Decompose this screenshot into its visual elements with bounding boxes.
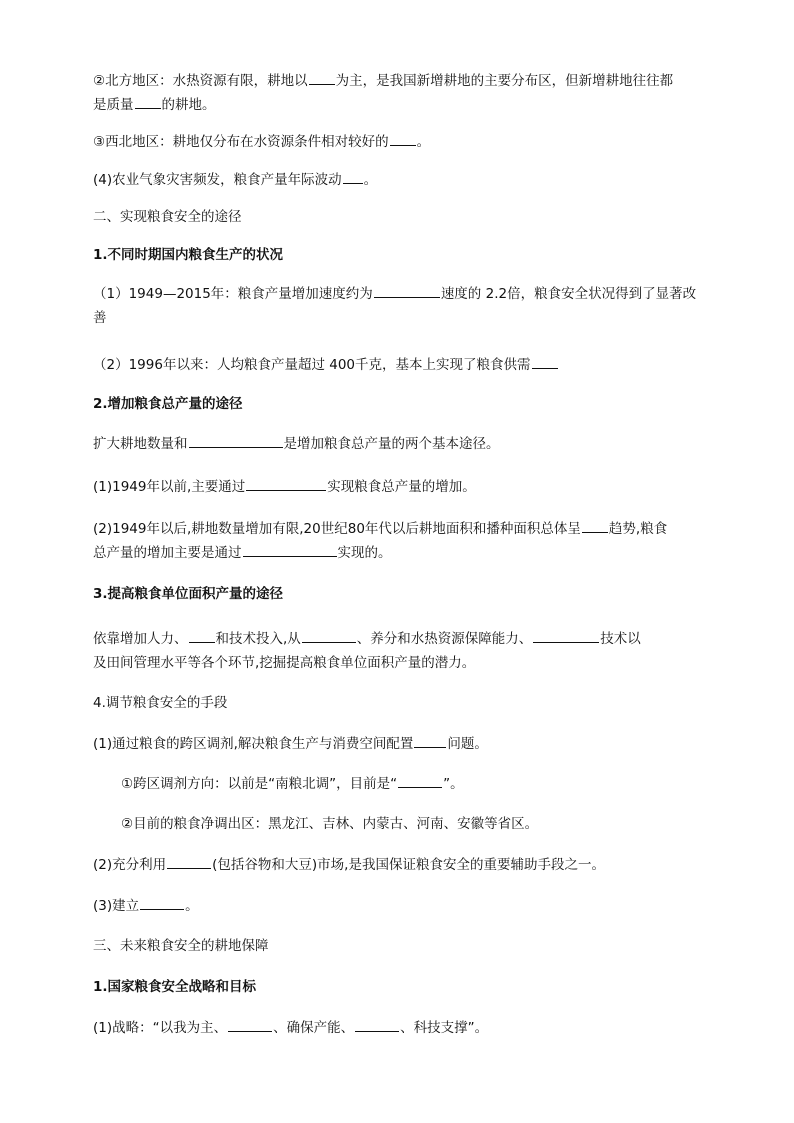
item-establish: (3)建立 。 [93, 895, 705, 917]
paragraph-north-region: ②北方地区：水热资源有限，耕地以 为主，是我国新增耕地的主要分布区，但新增耕地往往都 [93, 70, 705, 92]
item-cross-region: (1)通过粮食的跨区调剂,解决粮食生产与消费空间配置 问题。 [93, 733, 705, 755]
blank[interactable] [532, 354, 558, 369]
blank[interactable] [246, 476, 326, 491]
paragraph-northwest-region: ③西北地区：耕地仅分布在水资源条件相对较好的 。 [93, 131, 705, 153]
paragraph-yield-cont: 及田间管理水平等各个环节,挖掘提高粮食单位面积产量的潜力。 [93, 655, 476, 671]
item-strategy: (1)战略：“以我为主、 、确保产能、 、科技支撑”。 [93, 1017, 705, 1039]
blank[interactable] [355, 1017, 399, 1032]
item-market: (2)充分利用 (包括谷物和大豆)市场,是我国保证粮食安全的重要辅助手段之一。 [93, 854, 705, 876]
paragraph-two-ways: 扩大耕地数量和 是增加粮食总产量的两个基本途径。 [93, 433, 705, 455]
subheading-1: 1.不同时期国内粮食生产的状况 [93, 247, 284, 263]
subitem-export-regions: ②目前的粮食净调出区：黑龙江、吉林、内蒙古、河南、安徽等省区。 [121, 816, 539, 832]
blank[interactable] [302, 628, 356, 643]
blank[interactable] [374, 283, 440, 298]
paragraph-yield: 依靠增加人力、 和技术投入,从 、养分和水热资源保障能力、 技术以 [93, 628, 705, 650]
item-before-1949: (1)1949年以前,主要通过 实现粮食总产量的增加。 [93, 476, 705, 498]
subheading-5: 1.国家粮食安全战略和目标 [93, 979, 257, 995]
blank[interactable] [189, 433, 283, 448]
blank[interactable] [398, 773, 442, 788]
blank[interactable] [309, 70, 335, 85]
blank[interactable] [343, 169, 363, 184]
blank[interactable] [140, 895, 184, 910]
blank[interactable] [228, 1017, 272, 1032]
blank[interactable] [533, 628, 599, 643]
item-after-1949: (2)1949年以后,耕地数量增加有限,20世纪80年代以后耕地面积和播种面积总体呈 趋势,粮食 [93, 518, 705, 540]
blank[interactable] [390, 131, 416, 146]
blank[interactable] [135, 94, 161, 109]
item-1996: （2）1996年以来：人均粮食产量超过 400千克，基本上实现了粮食供需 [93, 354, 705, 376]
blank[interactable] [189, 628, 215, 643]
subitem-direction: ①跨区调剂方向：以前是“南粮北调”，目前是“ ”。 [121, 773, 733, 795]
heading-section-2: 二、实现粮食安全的途径 [93, 209, 242, 225]
subheading-3: 3.提高粮食单位面积产量的途径 [93, 586, 284, 602]
item-1949-2015: （1）1949—2015年：粮食产量增加速度约为 速度的 2.2倍，粮食安全状况得到了显著改 [93, 283, 705, 305]
heading-section-3: 三、未来粮食安全的耕地保障 [93, 938, 269, 954]
paragraph-north-region-cont: 是质量 的耕地。 [93, 94, 705, 116]
paragraph-weather-disasters: (4)农业气象灾害频发，粮食产量年际波动 。 [93, 169, 705, 191]
blank[interactable] [243, 542, 337, 557]
subheading-4: 4.调节粮食安全的手段 [93, 695, 228, 711]
blank[interactable] [414, 733, 446, 748]
blank[interactable] [167, 854, 211, 869]
blank[interactable] [582, 518, 608, 533]
subheading-2: 2.增加粮食总产量的途径 [93, 396, 243, 412]
item-after-1949-cont: 总产量的增加主要是通过 实现的。 [93, 542, 705, 564]
item-1949-2015-cont: 善 [93, 310, 107, 326]
